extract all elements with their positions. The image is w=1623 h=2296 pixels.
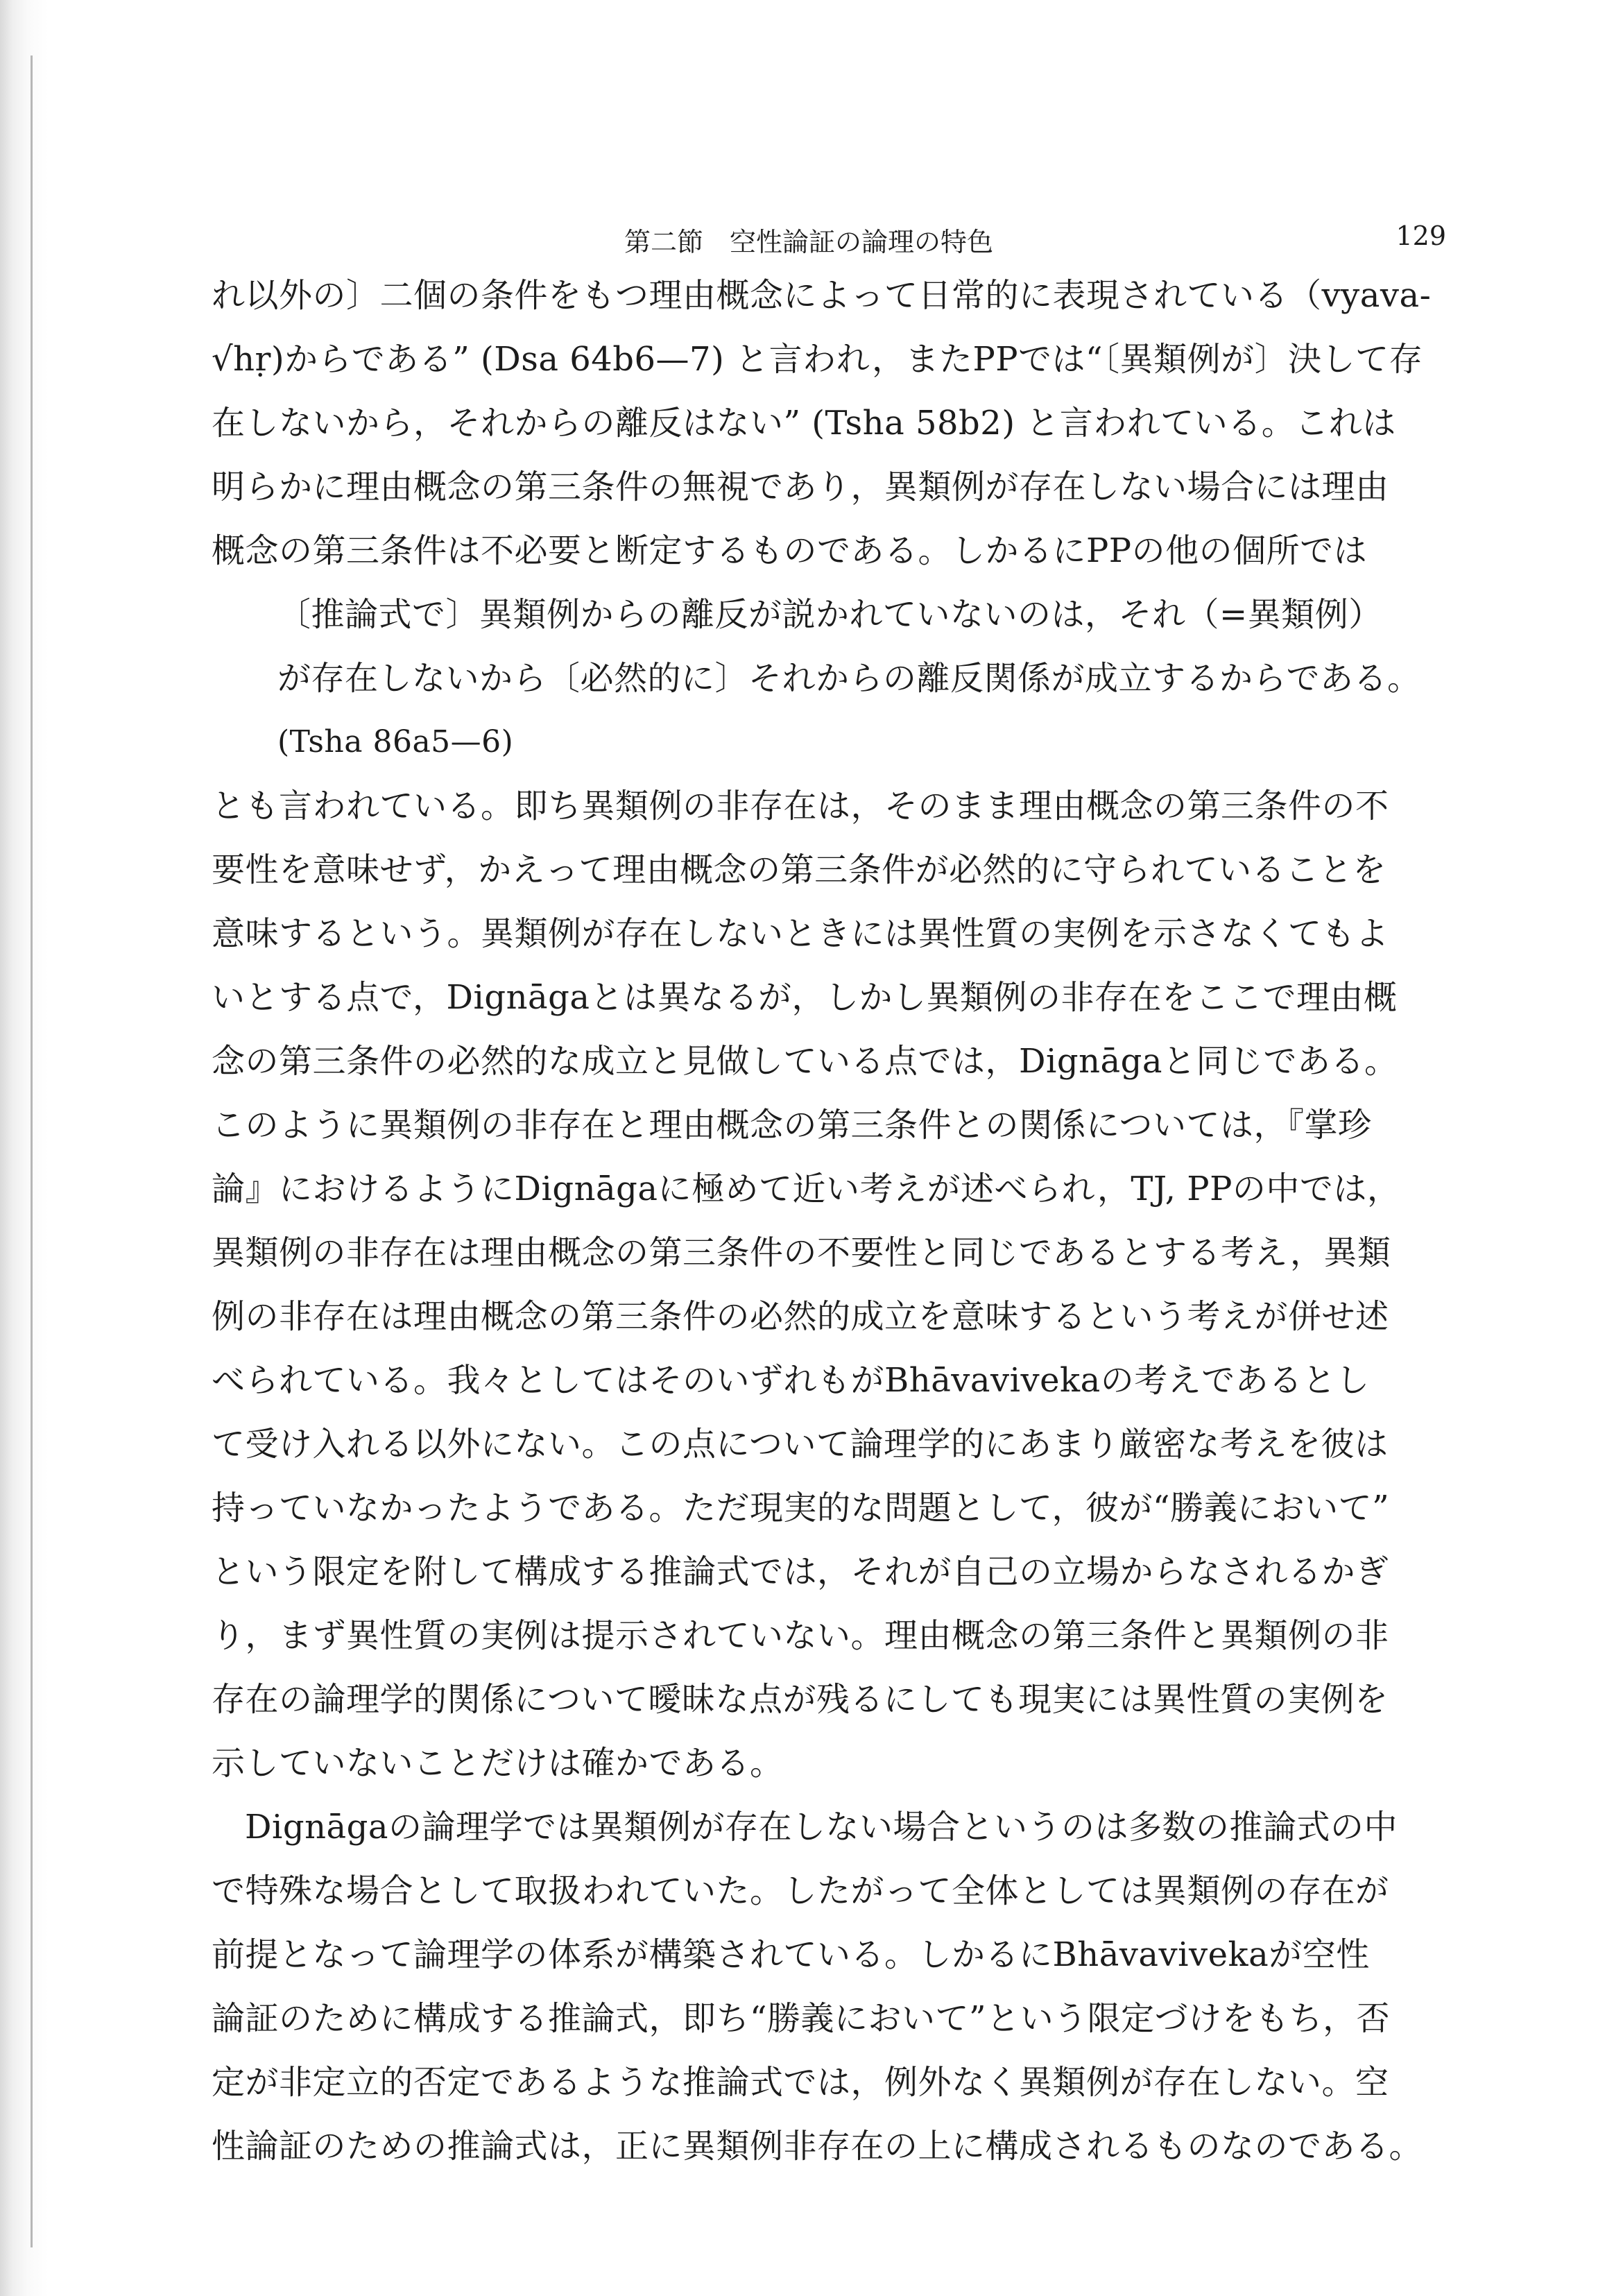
text-line: 明らかに理由概念の第三条件の無視であり，異類例が存在しない場合には理由	[212, 468, 1389, 506]
quote-citation: (Tsha 86a5—6)	[277, 724, 514, 760]
text-line: 在しないから，それからの離反はない” (Tsha 58b2) と言われている。これは	[212, 404, 1396, 443]
text-line: 論証のために構成する推論式，即ち“勝義において”という限定づけをもち，否	[212, 1999, 1391, 2038]
body-text	[212, 264, 1432, 2178]
text-line: 念の第三条件の必然的な成立と見做している点では，Dignāgaと同じである。	[212, 1042, 1398, 1081]
text-line: 要性を意味せず，かえって理由概念の第三条件が必然的に守られていることを	[212, 850, 1386, 889]
block-quote	[212, 583, 1432, 774]
text-line: り，まず異性質の実例は提示されていない。理由概念の第三条件と異類例の非	[212, 1616, 1389, 1655]
quote-line: 〔推論式で〕異類例からの離反が説かれていないのは，それ（=異類例）	[277, 595, 1382, 634]
text-line: 存在の論理学的関係について曖昧な点が残るにしても現実には異性質の実例を	[212, 1680, 1389, 1719]
header-title: 第二節 空性論証の論理の特色	[624, 227, 994, 257]
binding-edge-line	[31, 55, 33, 2247]
text-line: 示していないことだけは確かである。	[212, 1744, 784, 1783]
page-number: 129	[1396, 221, 1446, 251]
text-line: 異類例の非存在は理由概念の第三条件の不要性と同じであるとする考え，異類	[212, 1233, 1391, 1272]
paragraph-2	[212, 774, 1432, 1795]
text-line: このように異類例の非存在と理由概念の第三条件との関係については，『掌珍	[212, 1106, 1372, 1145]
text-line: で特殊な場合として取扱われていた。したがって全体としては異類例の存在が	[212, 1871, 1389, 1910]
text-line: 性論証のための推論式は，正に異類例非存在の上に構成されるものなのである。	[212, 2127, 1423, 2166]
text-line: べられている。我々としてはそのいずれもがBhāvavivekaの考えであるとし	[212, 1361, 1370, 1400]
text-line: √hṛ)からである” (Dsa 64b6—7) と言われ，またPPでは“〔異類例が〕決して存	[212, 340, 1423, 379]
text-line: 前提となって論理学の体系が構築されている。しかるにBhāvavivekaが空性	[212, 1935, 1370, 1974]
text-line: 持っていなかったようである。ただ現実的な問題として，彼が“勝義において”	[212, 1489, 1390, 1527]
paragraph-3	[212, 1795, 1432, 2178]
text-line: 意味するという。異類例が存在しないときには異性質の実例を示さなくてもよ	[212, 914, 1389, 953]
text-line: Dignāgaの論理学では異類例が存在しない場合というのは多数の推論式の中	[245, 1808, 1398, 1847]
text-line: れ以外の〕二個の条件をもつ理由概念によって日常的に表現されている（vyava-	[212, 276, 1432, 315]
text-line: て受け入れる以外にない。この点について論理学的にあまり厳密な考えを彼は	[212, 1425, 1389, 1464]
scan-shadow	[0, 0, 49, 2296]
quote-line: が存在しないから〔必然的に〕それからの離反関係が成立するからである。	[277, 659, 1421, 698]
paragraph-1	[212, 264, 1432, 583]
page	[212, 208, 1446, 2178]
text-line: いとする点で，Dignāgaとは異なるが，しかし異類例の非存在をここで理由概	[212, 978, 1398, 1017]
text-line: 論』におけるようにDignāgaに極めて近い考えが述べられ，TJ, PPの中では，	[212, 1170, 1401, 1208]
text-line: 定が非定立的否定であるような推論式では，例外なく異類例が存在しない。空	[212, 2063, 1389, 2102]
text-line: 概念の第三条件は不必要と断定するものである。しかるにPPの他の個所では	[212, 531, 1368, 570]
text-line: とも言われている。即ち異類例の非存在は，そのまま理由概念の第三条件の不	[212, 787, 1389, 825]
text-line: 例の非存在は理由概念の第三条件の必然的成立を意味するという考えが併せ述	[212, 1297, 1389, 1336]
running-header	[212, 208, 1446, 264]
text-line: という限定を附して構成する推論式では，それが自己の立場からなされるかぎ	[212, 1552, 1389, 1591]
